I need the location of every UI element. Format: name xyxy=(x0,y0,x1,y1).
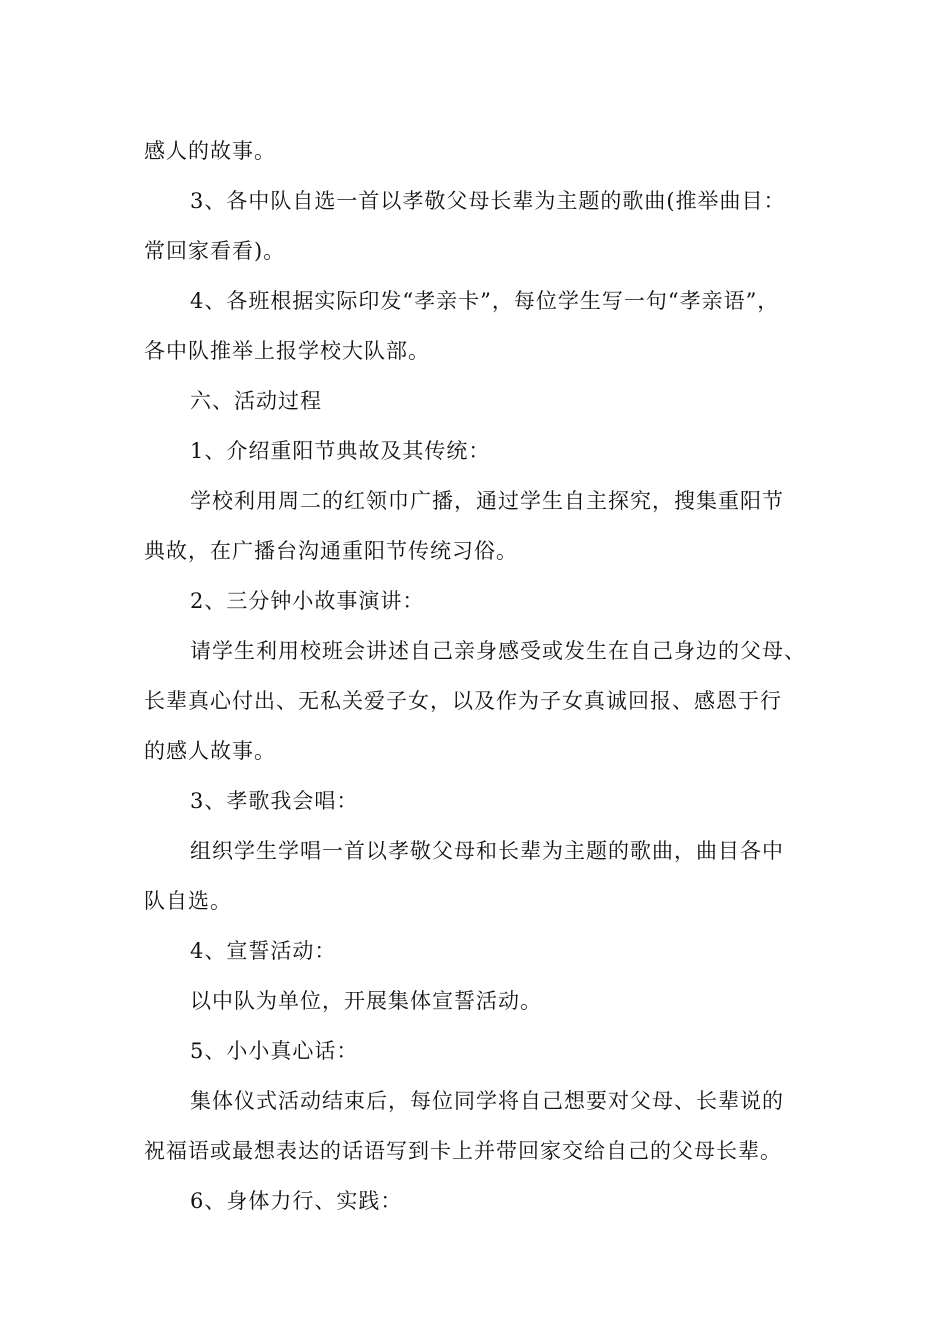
text-line: 请学生利用校班会讲述自己亲身感受或发生在自己身边的父母、 xyxy=(190,639,806,663)
text-line: 祝福语或最想表达的话语写到卡上并带回家交给自己的父母长辈。 xyxy=(144,1139,782,1163)
section-heading: 六、活动过程 xyxy=(190,389,322,413)
text-line: 学校利用周二的红领巾广播，通过学生自主探究，搜集重阳节 xyxy=(190,489,784,513)
text-line: 感人的故事。 xyxy=(144,139,276,163)
text-line: 队自选。 xyxy=(144,889,232,913)
text-line: 集体仪式活动结束后，每位同学将自己想要对父母、长辈说的 xyxy=(190,1089,784,1113)
text-line: 3、孝歌我会唱： xyxy=(190,789,359,813)
text-line: 以中队为单位，开展集体宣誓活动。 xyxy=(190,989,542,1013)
text-line: 组织学生学唱一首以孝敬父母和长辈为主题的歌曲，曲目各中 xyxy=(190,839,784,863)
text-line: 1、介绍重阳节典故及其传统： xyxy=(190,439,491,463)
text-line: 2、三分钟小故事演讲： xyxy=(190,589,425,613)
text-line: 各中队推举上报学校大队部。 xyxy=(144,339,430,363)
text-line: 长辈真心付出、无私关爱子女，以及作为子女真诚回报、感恩于行 xyxy=(144,689,782,713)
text-line: 6、身体力行、实践： xyxy=(190,1189,403,1213)
text-line: 的感人故事。 xyxy=(144,739,276,763)
text-line: 常回家看看)。 xyxy=(144,239,286,263)
text-line: 5、小小真心话： xyxy=(190,1039,359,1063)
text-line: 4、宣誓活动： xyxy=(190,939,337,963)
text-line: 典故，在广播台沟通重阳节传统习俗。 xyxy=(144,539,518,563)
text-line: 3、各中队自选一首以孝敬父母长辈为主题的歌曲(推举曲目： xyxy=(190,189,786,213)
text-line: 4、各班根据实际印发“孝亲卡”，每位学生写一句“孝亲语”， xyxy=(190,289,780,313)
